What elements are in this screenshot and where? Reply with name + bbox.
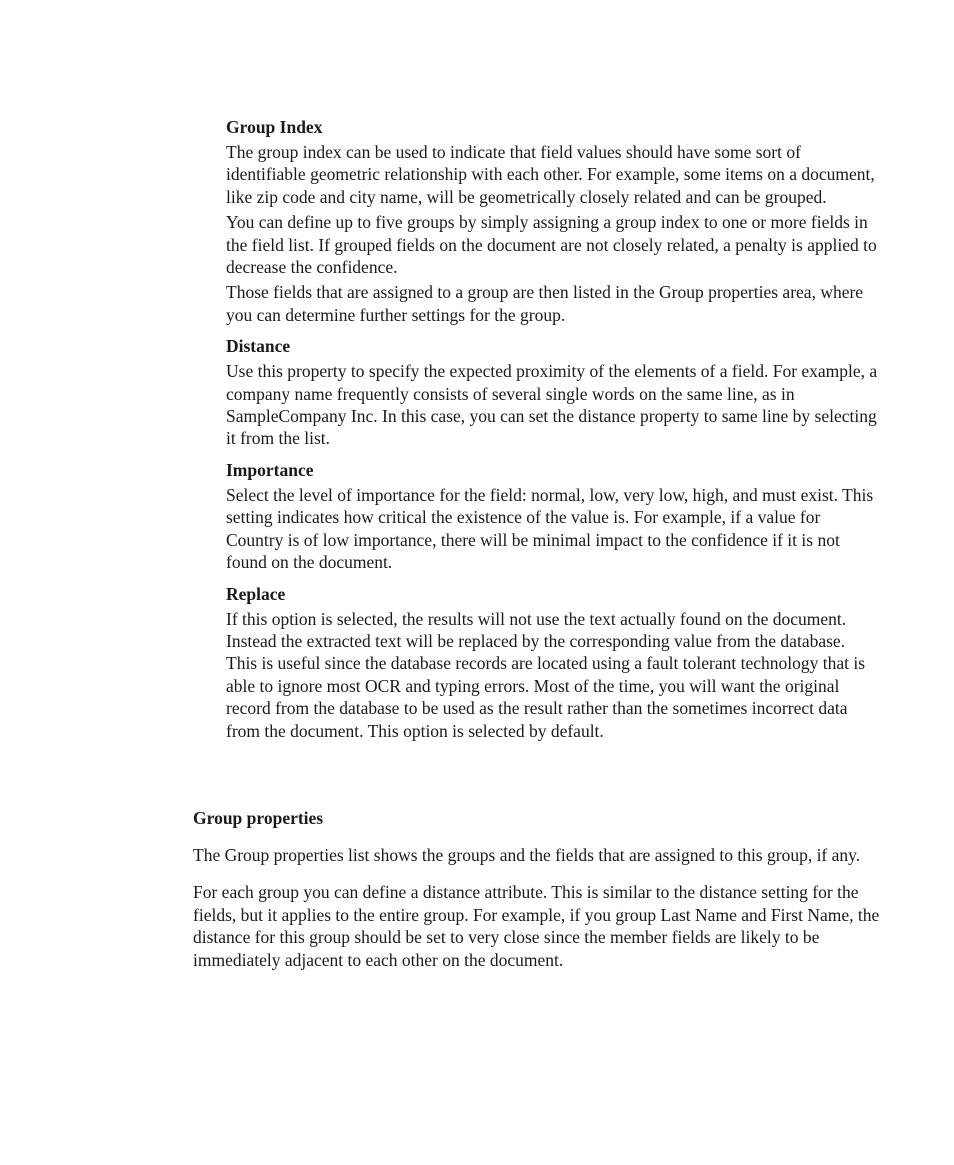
- field-property-definitions: [226, 116, 878, 751]
- term-paragraph: Use this property to specify the expected proximity of the elements of a field. For example, a company name frequently consists of several single words on the same line, as in SampleCompany Inc. In this case, you can set the distance property to same line by selecting it from the list.: [226, 361, 878, 449]
- section-heading: Group properties: [193, 808, 324, 828]
- group-properties-section: [193, 807, 883, 986]
- term-paragraph: The group index can be used to indicate that field values should have some sort of identifiable geometric relationship with each other. For example, some items on a document, like zip code and city name, will be geometrically closely related and can be grouped.: [226, 142, 875, 207]
- term-heading: Importance: [226, 459, 314, 480]
- definition-replace: [226, 583, 878, 742]
- section-paragraph: For each group you can define a distance attribute. This is similar to the distance setting for the fields, but it applies to the entire group. For example, if you group Last Name and First Name, the distance for this group should be set to very close since the member fields are likely to be immediately adjacent to each other on the document.: [193, 882, 880, 970]
- definition-importance: [226, 459, 878, 574]
- term-paragraph: You can define up to five groups by simply assigning a group index to one or more fields in the field list. If grouped fields on the document are not closely related, a penalty is applied to decrease the confidence.: [226, 212, 877, 278]
- term-heading: Group Index: [226, 117, 323, 137]
- term-paragraph: If this option is selected, the results will not use the text actually found on the document. Instead the extracted text will be replaced by the corresponding value from the database. This is useful since the database records are located using a fault tolerant technology that is able to ignore most OCR and typing errors. Most of the time, you will want the original record from the database to be used as the result rather than the sometimes incorrect data from the document. This option is selected by default.: [226, 608, 866, 741]
- term-heading: Distance: [226, 336, 291, 357]
- definition-distance: [226, 335, 878, 450]
- section-paragraph: The Group properties list shows the groups and the fields that are assigned to this group, if any.: [193, 845, 861, 865]
- term-paragraph: Select the level of importance for the field: normal, low, very low, high, and must exist. This setting indicates how critical the existence of the value is. For example, if a value for Country is of low importance, there will be minimal impact to the confidence if it is not found on the document.: [226, 484, 874, 573]
- term-paragraph: Those fields that are assigned to a group are then listed in the Group properties area, where you can determine further settings for the group.: [226, 282, 864, 325]
- term-heading: Replace: [226, 583, 286, 604]
- definition-group-index: [226, 116, 878, 326]
